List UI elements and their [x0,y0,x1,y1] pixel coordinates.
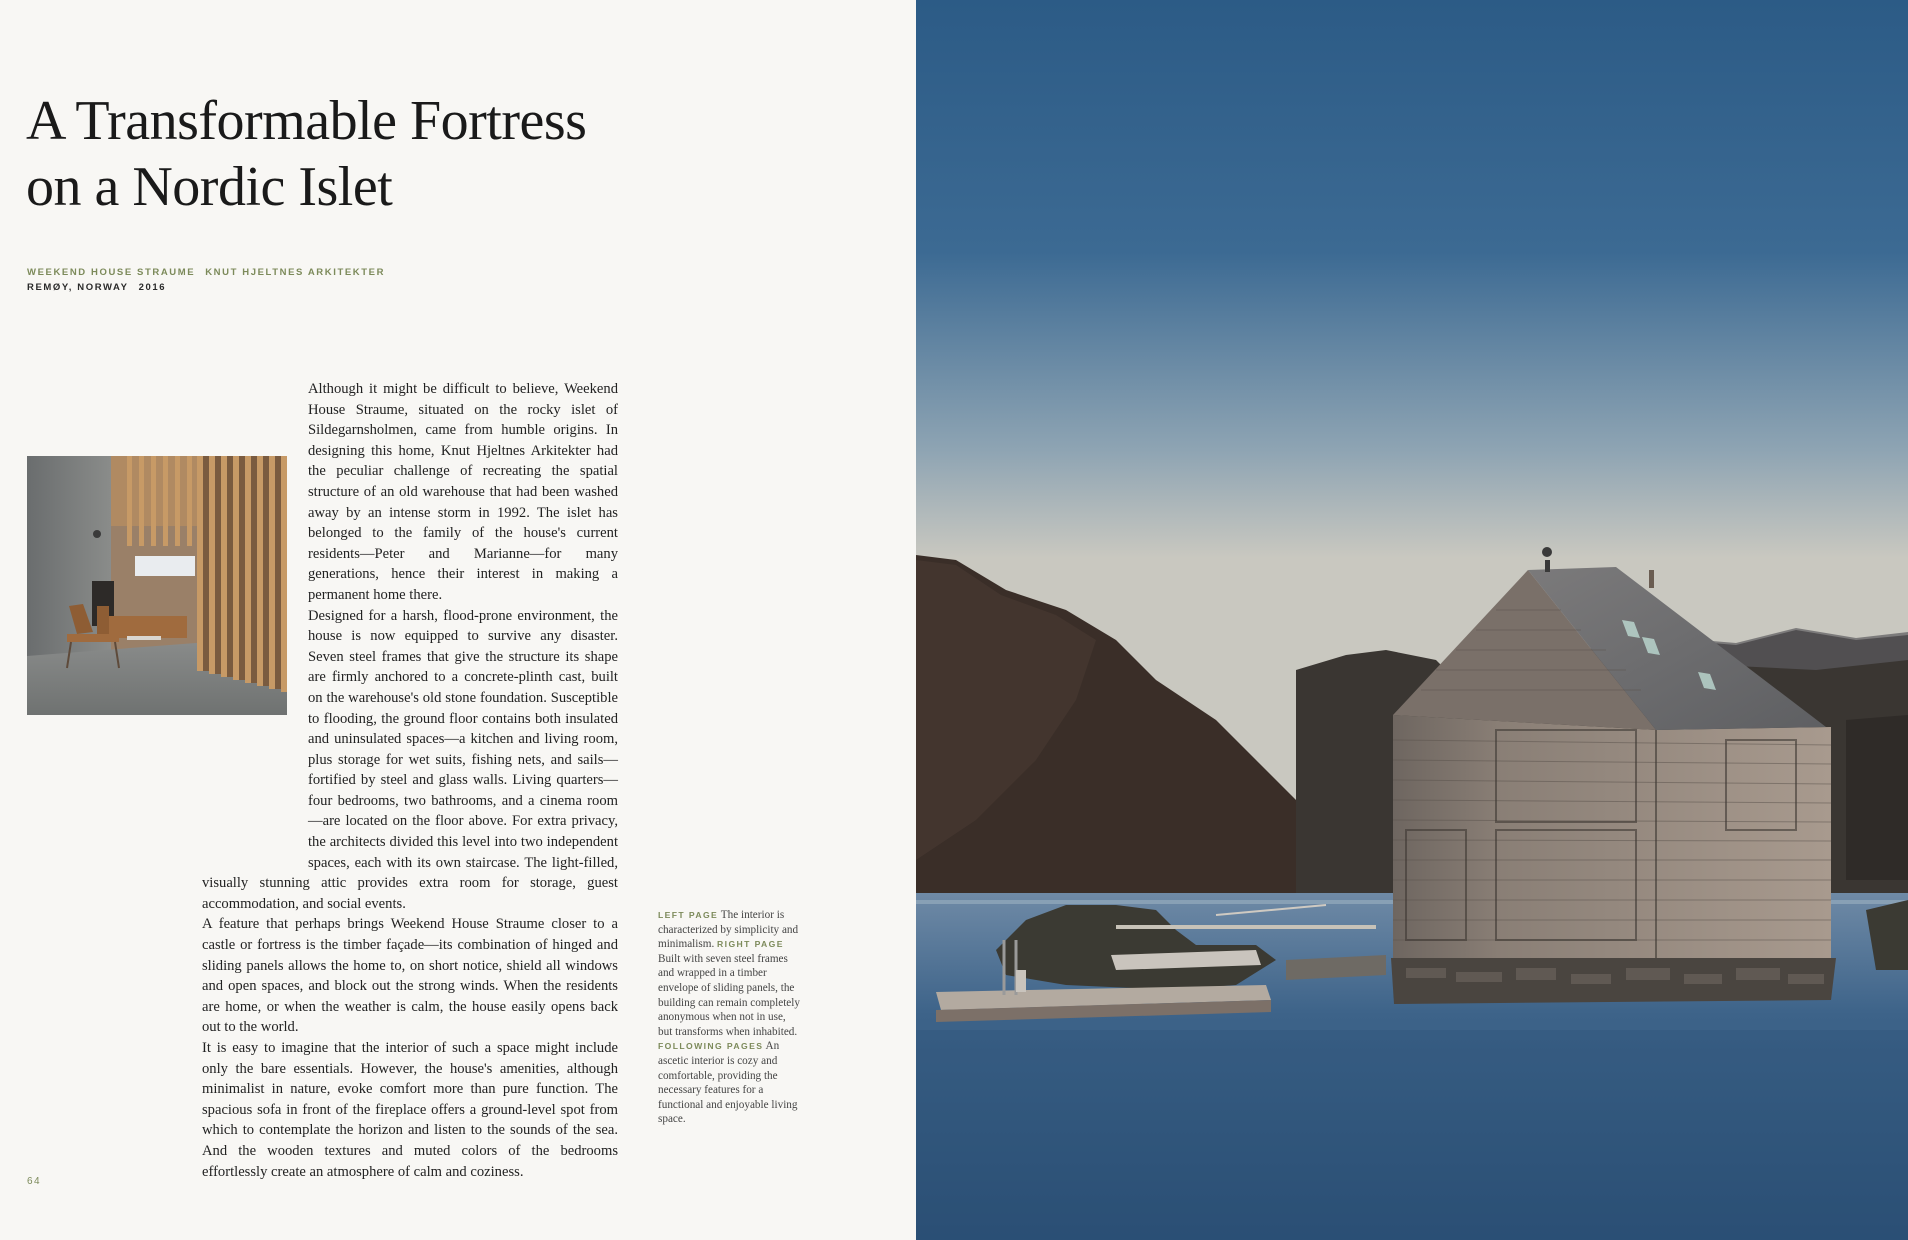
left-page [0,0,916,1240]
project-location: REMØY, NORWAY [27,282,129,293]
article-title [26,88,786,220]
house-photo [916,0,1908,1240]
right-page [916,0,1908,1240]
interior-photo [27,456,287,715]
title-line-1: A Transformable Fortress [26,90,587,152]
paragraph-1: Although it might be difficult to believe, Weekend House Straume, situated on the rocky islet of Sildegarnsholmen, came from humble origins. In designing this home, Knut Hjeltnes Arkitekter had the peculiar challenge of recreating the spatial structure of an old warehouse that had been washed away by an intense storm in 1992. The islet has belonged to the family of the house's current residents—Peter and Marianne—for many generations, hence their interest in making a permanent home there. [308,381,618,603]
caption-text-right-page: Built with seven steel frames and wrapped in a timber envelope of sliding panels, the building can remain completely anonymous when not in use, but transforms when inhabited. [658,952,800,1038]
project-year: 2016 [138,282,167,293]
page-number: 64 [27,1176,42,1187]
caption-label-left-page: LEFT PAGE [658,910,719,920]
photo-caption [658,908,800,1127]
interior-illustration [27,456,287,715]
project-name: WEEKEND HOUSE STRAUME [27,267,196,278]
paragraph-4: It is easy to imagine that the interior of such a space might include only the bare essentials. However, the house's amenities, although minimalist in nature, evoke comfort more than pure function. The spacious sofa in front of the fireplace offers a ground-level spot from which to contemplate the horizon and listen to the sounds of the sea. And the wooden textures and muted colors of the bedrooms effortlessly create an atmosphere of calm and coziness. [202,1040,618,1180]
caption-label-right-page: RIGHT PAGE [717,939,784,950]
caption-text-left-page: The interior is characterized by simplicity and minimalism. [658,909,799,951]
paragraph-2: Designed for a harsh, flood-prone environment, the house is now equipped to survive any disaster. Seven steel frames that give the structure its shape are firmly anchored to a concrete-plinth cast, built on the warehouse's old stone foundation. Susceptible to flooding, the ground floor contains both insulated and uninsulated spaces—a kitchen and living room, plus storage for wet suits, fishing nets, and sails—fortified by steel and glass walls. Living quarters—four bedrooms, two bathrooms, and a cinema room—are located on the floor above. For extra privacy, the architects divided this level into two independent spaces, each with its own staircase. The light-filled, visually stunning attic provides extra room for storage, guest accommodation, and social events. [202,607,618,912]
caption-text-following-pages: An ascetic interior is cozy and comfortable, providing the necessary features for a functional and enjoyable living space. [658,1040,798,1126]
title-line-2: on a Nordic Islet [26,156,393,218]
caption-label-following-pages: FOLLOWING PAGES [658,1041,764,1052]
architect-name: KNUT HJELTNES ARKITEKTER [205,267,386,278]
paragraph-3: A feature that perhaps brings Weekend House Straume closer to a castle or fortress is the timber façade—its combination of hinged and sliding panels allows the home to, on short notice, shield all windows and open spaces, and block out the strong winds. When the residents are home, or when the weather is calm, the house easily opens back out to the world. [202,916,618,1036]
project-meta [27,265,385,295]
